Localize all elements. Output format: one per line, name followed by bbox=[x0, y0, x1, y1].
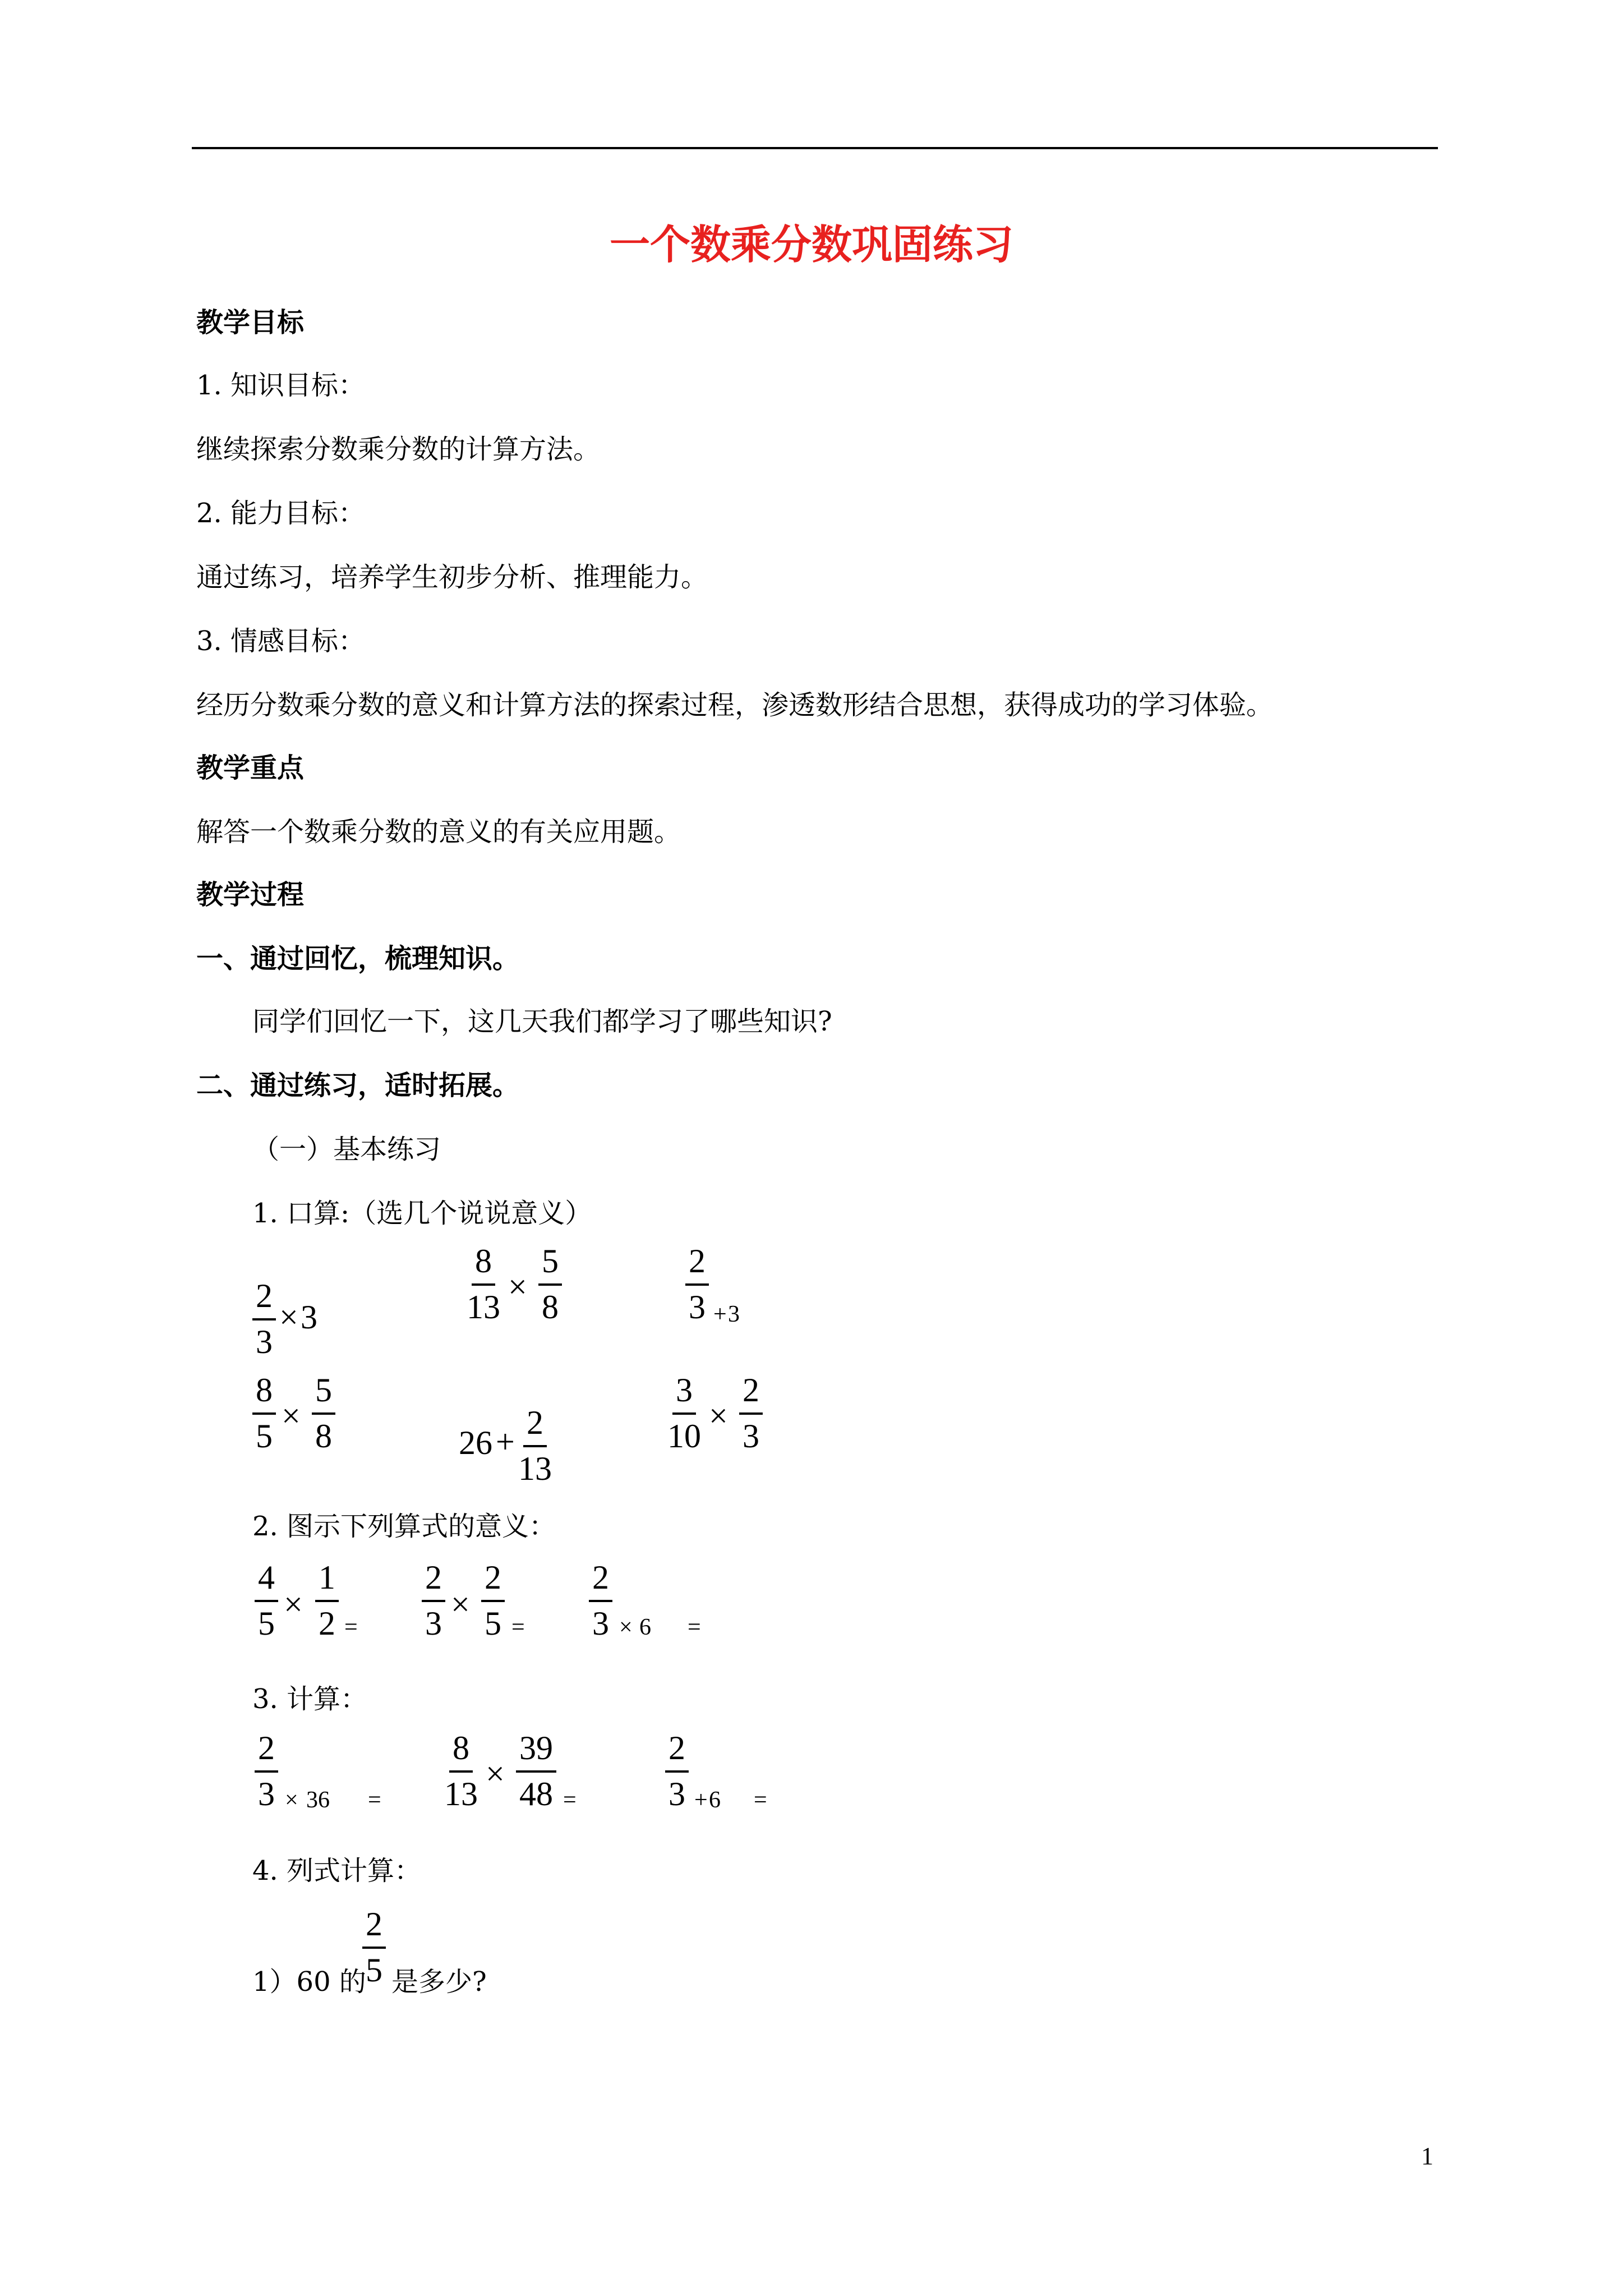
fraction bbox=[518, 1406, 552, 1485]
part1-heading: 一、通过回忆，梳理知识。 bbox=[196, 943, 520, 974]
operand: 6 bbox=[709, 1787, 721, 1813]
header-rule bbox=[192, 147, 1438, 149]
operator: × bbox=[282, 1397, 301, 1434]
denominator: 3 bbox=[592, 1605, 609, 1642]
operator: × bbox=[486, 1755, 505, 1792]
denominator: 5 bbox=[258, 1605, 275, 1642]
fraction-b bbox=[538, 1244, 562, 1324]
fraction bbox=[665, 1731, 689, 1811]
operand: 6 bbox=[639, 1614, 651, 1640]
question3-label: 3. 计算： bbox=[252, 1683, 368, 1715]
operator: × bbox=[285, 1787, 298, 1813]
denominator: 13 bbox=[518, 1450, 552, 1487]
fraction-b bbox=[481, 1561, 505, 1640]
key-heading: 教学重点 bbox=[196, 752, 305, 784]
fraction bbox=[252, 1279, 276, 1359]
numerator: 2 bbox=[685, 1244, 709, 1286]
page-number: 1 bbox=[1421, 2142, 1433, 2170]
q4-1-fraction bbox=[362, 1907, 386, 1987]
fraction bbox=[589, 1561, 612, 1640]
denominator: 3 bbox=[256, 1323, 273, 1360]
fraction bbox=[255, 1731, 278, 1811]
operand: 26 bbox=[459, 1424, 492, 1461]
equals: = bbox=[511, 1614, 525, 1640]
numerator: 5 bbox=[538, 1244, 562, 1286]
equals: = bbox=[368, 1787, 381, 1813]
numerator: 39 bbox=[516, 1731, 556, 1773]
denominator: 3 bbox=[258, 1775, 275, 1812]
operator: × bbox=[451, 1586, 470, 1623]
question1-label: 1. 口算:（选几个说说意义） bbox=[252, 1198, 592, 1229]
fraction bbox=[252, 1373, 276, 1453]
fraction-b bbox=[739, 1373, 763, 1453]
goal3-text: 经历分数乘分数的意义和计算方法的探索过程，渗透数形结合思想，获得成功的学习体验。 bbox=[196, 689, 1274, 721]
numerator: 2 bbox=[362, 1907, 386, 1949]
operator: + bbox=[694, 1787, 708, 1813]
denominator: 5 bbox=[256, 1418, 273, 1455]
operator: × bbox=[619, 1614, 633, 1640]
denominator: 48 bbox=[519, 1775, 553, 1812]
operand: 3 bbox=[301, 1299, 317, 1336]
process-heading: 教学过程 bbox=[196, 879, 305, 910]
numerator: 2 bbox=[481, 1561, 505, 1602]
operator: × bbox=[709, 1397, 728, 1434]
equals: = bbox=[344, 1614, 358, 1640]
numerator: 2 bbox=[523, 1406, 547, 1447]
basic-practice-label: （一）基本练习 bbox=[252, 1134, 441, 1165]
goal2-label: 2. 能力目标： bbox=[196, 498, 366, 529]
numerator: 4 bbox=[255, 1561, 278, 1602]
operator: + bbox=[713, 1301, 727, 1327]
page-title: 一个数乘分数巩固练习 bbox=[609, 220, 1013, 268]
numerator: 2 bbox=[665, 1731, 689, 1773]
numerator: 2 bbox=[252, 1279, 276, 1320]
denominator: 3 bbox=[743, 1418, 759, 1455]
numerator: 3 bbox=[672, 1373, 696, 1415]
fraction bbox=[444, 1731, 478, 1811]
fraction bbox=[422, 1561, 445, 1640]
fraction-b bbox=[312, 1373, 335, 1453]
fraction bbox=[467, 1244, 500, 1324]
denominator: 8 bbox=[315, 1418, 332, 1455]
fraction bbox=[685, 1244, 709, 1324]
denominator: 3 bbox=[668, 1775, 685, 1812]
fraction bbox=[667, 1373, 701, 1453]
equals: = bbox=[754, 1787, 767, 1813]
operand: 36 bbox=[306, 1787, 330, 1813]
numerator: 8 bbox=[472, 1244, 495, 1286]
goals-heading: 教学目标 bbox=[196, 307, 305, 338]
numerator: 2 bbox=[255, 1731, 278, 1773]
numerator: 1 bbox=[315, 1561, 339, 1602]
numerator: 2 bbox=[739, 1373, 763, 1415]
key-text: 解答一个数乘分数的意义的有关应用题。 bbox=[196, 816, 681, 848]
equals: = bbox=[563, 1787, 577, 1813]
fraction-b bbox=[516, 1731, 556, 1811]
fraction-b bbox=[315, 1561, 339, 1640]
question4-label: 4. 列式计算： bbox=[252, 1855, 422, 1887]
goal2-text: 通过练习，培养学生初步分析、推理能力。 bbox=[196, 562, 708, 593]
fraction bbox=[255, 1561, 278, 1640]
denominator: 3 bbox=[689, 1289, 706, 1326]
denominator: 10 bbox=[667, 1418, 701, 1455]
part1-text: 同学们回忆一下，这几天我们都学习了哪些知识? bbox=[252, 1006, 832, 1037]
numerator: 2 bbox=[589, 1561, 612, 1602]
goal1-label: 1. 知识目标： bbox=[196, 370, 366, 401]
operator: × bbox=[279, 1299, 298, 1336]
operator: × bbox=[508, 1268, 527, 1305]
denominator: 13 bbox=[444, 1775, 478, 1812]
operator: + bbox=[496, 1423, 515, 1460]
denominator: 13 bbox=[467, 1289, 500, 1326]
denominator: 5 bbox=[485, 1605, 501, 1642]
numerator: 2 bbox=[422, 1561, 445, 1602]
operator: × bbox=[284, 1586, 303, 1623]
question2-label: 2. 图示下列算式的意义： bbox=[252, 1511, 556, 1542]
q4-1-suffix: 是多少? bbox=[391, 1966, 487, 1998]
equals: = bbox=[688, 1614, 701, 1640]
goal1-text: 继续探索分数乘分数的计算方法。 bbox=[196, 434, 601, 465]
denominator: 8 bbox=[542, 1289, 559, 1326]
denominator: 5 bbox=[366, 1952, 382, 1989]
operand: 3 bbox=[728, 1301, 740, 1327]
denominator: 2 bbox=[319, 1605, 335, 1642]
part2-heading: 二、通过练习，适时拓展。 bbox=[196, 1070, 520, 1101]
numerator: 8 bbox=[449, 1731, 473, 1773]
numerator: 8 bbox=[252, 1373, 276, 1415]
q4-1-prefix: 1）60 的 bbox=[252, 1966, 366, 1998]
goal3-label: 3. 情感目标： bbox=[196, 625, 366, 657]
denominator: 3 bbox=[425, 1605, 442, 1642]
numerator: 5 bbox=[312, 1373, 335, 1415]
